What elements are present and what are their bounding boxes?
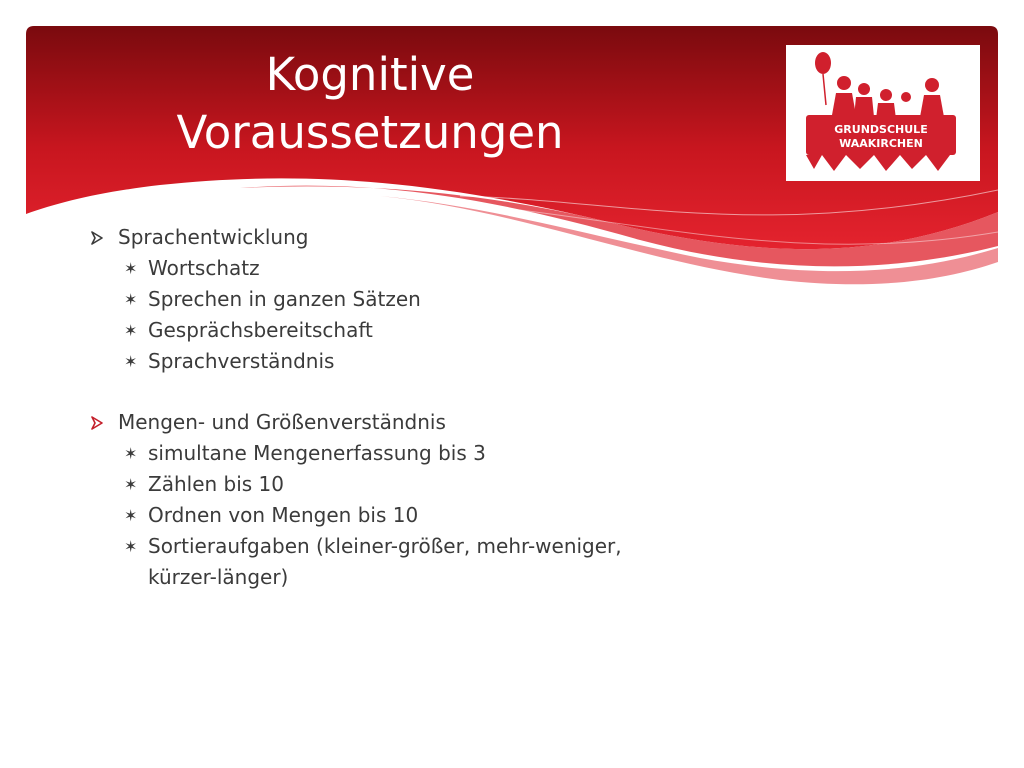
- slide-content: [86, 222, 726, 623]
- list-item-continuation: [86, 562, 726, 593]
- logo-text-line1: GRUNDSCHULE: [834, 123, 928, 136]
- section-heading-label: Sprachentwicklung: [118, 225, 309, 249]
- school-logo-graphic: [786, 45, 980, 181]
- star-bullet-icon: ✶: [124, 290, 138, 309]
- list-item: [86, 531, 726, 562]
- list-item: [86, 284, 726, 315]
- star-bullet-icon: ✶: [124, 444, 138, 463]
- list-item: [86, 253, 726, 284]
- slide-title: Kognitive Voraussetzungen: [176, 48, 564, 159]
- section-heading: [86, 407, 726, 438]
- star-bullet-icon: ✶: [124, 321, 138, 340]
- star-bullet-icon: ✶: [124, 537, 138, 556]
- list-item: [86, 438, 726, 469]
- section-heading-label: Mengen- und Größenverständnis: [118, 410, 446, 434]
- list-item: [86, 469, 726, 500]
- list-item-label: Gesprächsbereitschaft: [148, 318, 373, 342]
- star-bullet-icon: ✶: [124, 352, 138, 371]
- section-quantity: [86, 407, 726, 593]
- list-item-label: Ordnen von Mengen bis 10: [148, 503, 419, 527]
- list-item-label: simultane Mengenerfassung bis 3: [148, 441, 486, 465]
- arrow-bullet-icon: [88, 222, 106, 253]
- list-item-label: kürzer-länger): [148, 565, 289, 589]
- list-item-label: Wortschatz: [148, 256, 260, 280]
- list-item: [86, 346, 726, 377]
- arrow-bullet-icon: [88, 407, 106, 438]
- logo-text-line2: WAAKIRCHEN: [839, 137, 923, 150]
- list-item-label: Zählen bis 10: [148, 472, 285, 496]
- list-item-label: Sprachverständnis: [148, 349, 335, 373]
- star-bullet-icon: ✶: [124, 506, 138, 525]
- list-item: [86, 500, 726, 531]
- list-item-label: Sortieraufgaben (kleiner-größer, mehr-weniger,: [148, 534, 622, 558]
- school-logo: [786, 45, 980, 181]
- list-item: [86, 315, 726, 346]
- list-item-label: Sprechen in ganzen Sätzen: [148, 287, 421, 311]
- section-heading: [86, 222, 726, 253]
- star-bullet-icon: ✶: [124, 259, 138, 278]
- section-language: [86, 222, 726, 377]
- star-bullet-icon: ✶: [124, 475, 138, 494]
